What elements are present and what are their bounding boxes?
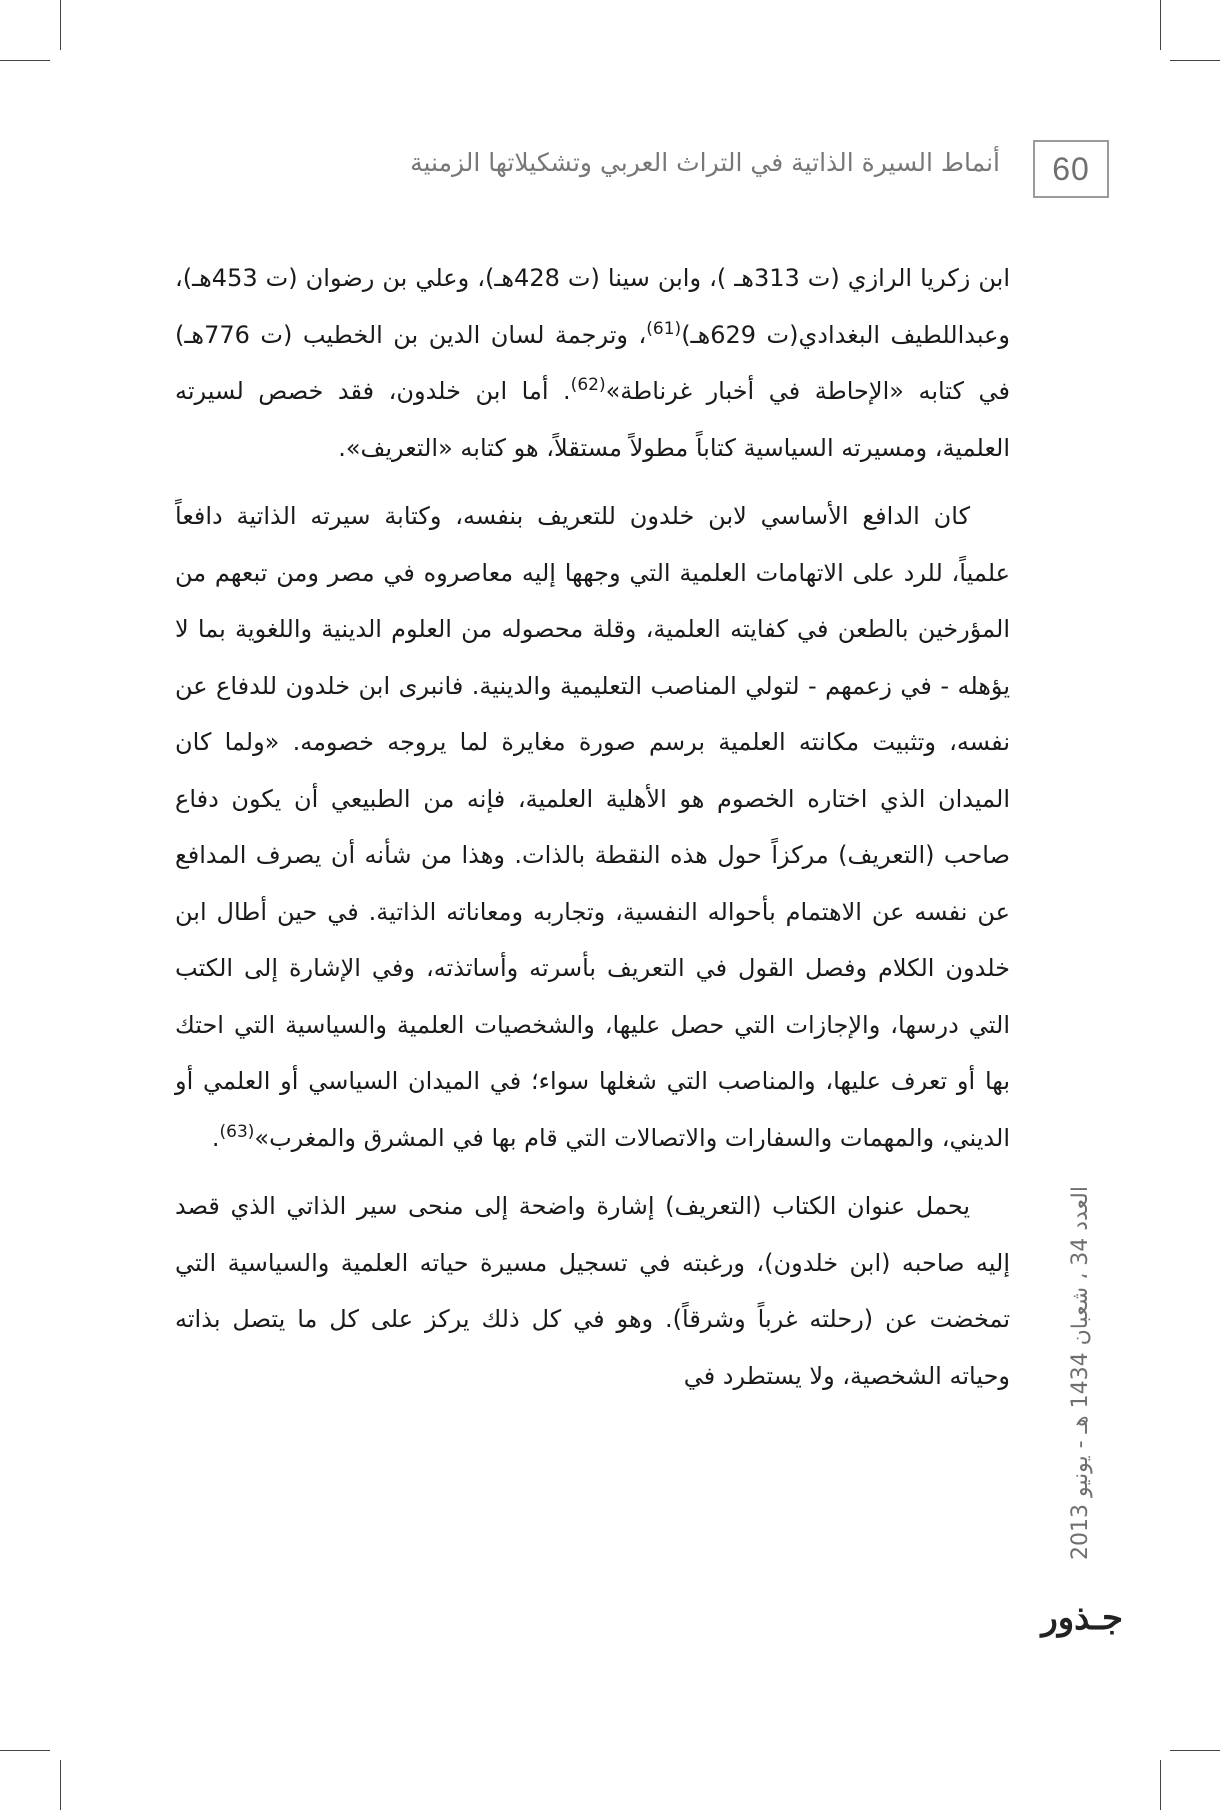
footnote-ref: (61): [646, 318, 682, 339]
footnote-ref: (63): [219, 1121, 255, 1142]
crop-mark-top-left-v: [60, 0, 61, 50]
paragraph: [175, 1178, 1010, 1404]
text-run: يحمل عنوان الكتاب (التعريف) إشارة واضحة إلى منحى سير الذاتي الذي قصد إليه صاحبه (ابن خلدون)، ورغبته في تسجيل مسيرة حياته العلمية والسياسية التي تمخضت عن (رحلته غرباً وشرقاً). وهو في كل ذلك يركز على كل ما يتصل بذاته وحياته الشخصية، ولا يستطرد في: [175, 1192, 1010, 1390]
crop-mark-top-right-v: [1160, 0, 1161, 50]
article-body: [175, 250, 1010, 1416]
page-number: 60: [1033, 140, 1109, 198]
running-title: أنماط السيرة الذاتية في التراث العربي وتشكيلاتها الزمنية: [410, 148, 1000, 177]
text-run: ، وترجمة لسان الدين بن الخطيب (ت 776هـ) في كتابه «الإحاطة في أخبار غرناطة»: [175, 320, 1010, 405]
crop-mark-bottom-right-h: [1170, 1750, 1220, 1751]
issue-info: العدد 34 ، شعبان 1434 هـ - يونيو 2013: [1068, 1186, 1093, 1560]
paragraph: [175, 250, 1010, 476]
crop-mark-bottom-right-v: [1160, 1760, 1161, 1810]
text-run: كان الدافع الأساسي لابن خلدون للتعريف بنفسه، وكتابة سيرته الذاتية دافعاً علمياً، للرد على الاتهامات العلمية التي وجهها إليه معاصروه في مصر ومن تبعهم من المؤرخين بالطعن في كفايته العلمية، وقلة محصوله من العلوم الدينية واللغوية بما لا يؤهله - في زعمهم - لتولي المناصب التعليمية والدينية. فانبرى ابن خلدون للدفاع عن نفسه، وتثبيت مكانته العلمية برسم صورة مغايرة لما يروجه خصومه. «ولما كان الميدان الذي اختاره الخصوم هو الأهلية العلمية، فإنه من الطبيعي أن يكون دفاع صاحب (التعريف) مركزاً حول هذه النقطة بالذات. وهذا من شأنه أن يصرف المدافع عن نفسه عن الاهتمام بأحواله النفسية، وتجاربه ومعاناته الذاتية. في حين أطال ابن خلدون الكلام وفصل القول في التعريف بأسرته وأساتذته، وفي الإشارة إلى الكتب التي درسها، والإجازات التي حصل عليها، والشخصيات العلمية والسياسية التي احتك بها أو تعرف عليها، والمناصب التي شغلها سواء؛ في الميدان السياسي أو العلمي أو الديني، والمهمات والسفارات والاتصالات التي قام بها في المشرق والمغرب»: [175, 502, 1010, 1152]
footnote-ref: (62): [570, 375, 606, 395]
journal-logo: جـذور: [1041, 1598, 1123, 1638]
text-run: .: [211, 1123, 220, 1152]
crop-mark-top-left-h: [0, 60, 50, 61]
crop-mark-top-right-h: [1170, 60, 1220, 61]
text-run: ابن زكريا الرازي (ت 313هـ )، وابن سينا (ت 428هـ)، وعلي بن رضوان (ت 453هـ)، وعبداللطيف البغدادي(ت 629هـ): [175, 264, 1011, 349]
crop-mark-bottom-left-h: [0, 1750, 50, 1751]
text-run: . أما ابن خلدون، فقد خصص لسيرته العلمية، ومسيرته السياسية كتاباً مطولاً مستقلاً، هو كتابه «التعريف».: [175, 377, 1010, 462]
crop-mark-bottom-left-v: [60, 1760, 61, 1810]
paragraph: [175, 488, 1010, 1166]
